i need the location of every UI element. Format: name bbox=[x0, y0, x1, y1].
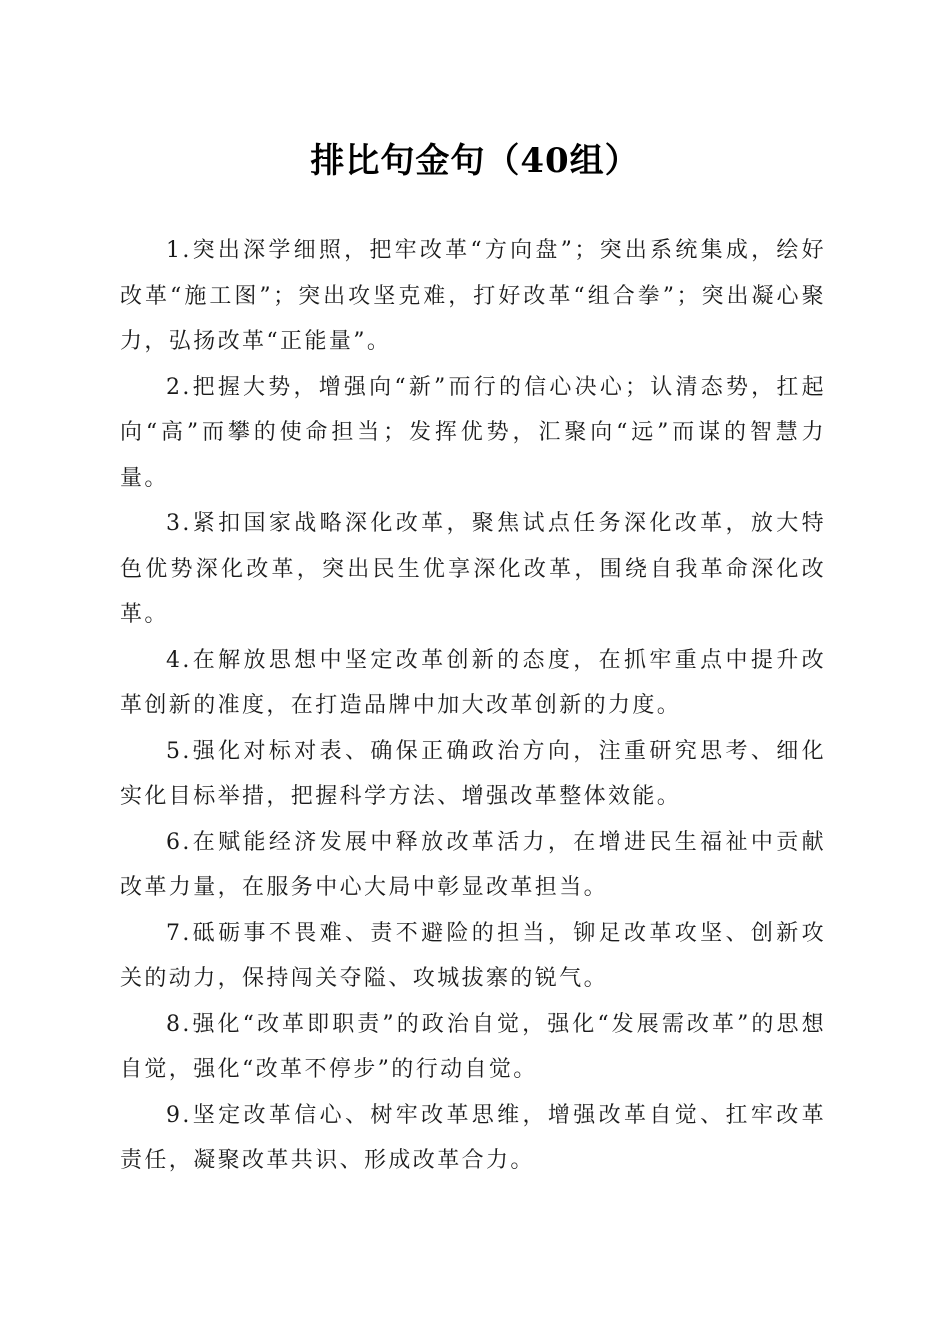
document-title: 排比句金句（40组） bbox=[310, 141, 640, 181]
paragraph-4: 4.在解放思想中坚定改革创新的态度，在抓牢重点中提升改革创新的准度，在打造品牌中加大改革创新的力度。 bbox=[120, 647, 826, 718]
paragraph-5: 5.强化对标对表、确保正确政治方向，注重研究思考、细化实化目标举措，把握科学方法、增强改革整体效能。 bbox=[120, 738, 826, 809]
paragraph-6: 6.在赋能经济发展中释放改革活力，在增进民生福祉中贡献改革力量，在服务中心大局中彰显改革担当。 bbox=[120, 829, 826, 900]
document-body bbox=[120, 228, 826, 1184]
paragraph-8: 8.强化“改革即职责”的政治自觉，强化“发展需改革”的思想自觉，强化“改革不停步”的行动自觉。 bbox=[120, 1011, 826, 1082]
paragraph-9: 9.坚定改革信心、树牢改革思维，增强改革自觉、扛牢改革责任，凝聚改革共识、形成改革合力。 bbox=[120, 1102, 826, 1173]
paragraph-1: 1.突出深学细照，把牢改革“方向盘”；突出系统集成，绘好改革“施工图”；突出攻坚克难，打好改革“组合拳”；突出凝心聚力，弘扬改革“正能量”。 bbox=[120, 238, 826, 354]
paragraph-7: 7.砥砺事不畏难、责不避险的担当，铆足改革攻坚、创新攻关的动力，保持闯关夺隘、攻城拔寨的锐气。 bbox=[120, 920, 826, 991]
paragraph-2: 2.把握大势，增强向“新”而行的信心决心；认清态势，扛起向“高”而攀的使命担当；发挥优势，汇聚向“远”而谋的智慧力量。 bbox=[120, 374, 826, 491]
paragraph-3: 3.紧扣国家战略深化改革，聚焦试点任务深化改革，放大特色优势深化改革，突出民生优享深化改革，围绕自我革命深化改革。 bbox=[120, 511, 826, 627]
